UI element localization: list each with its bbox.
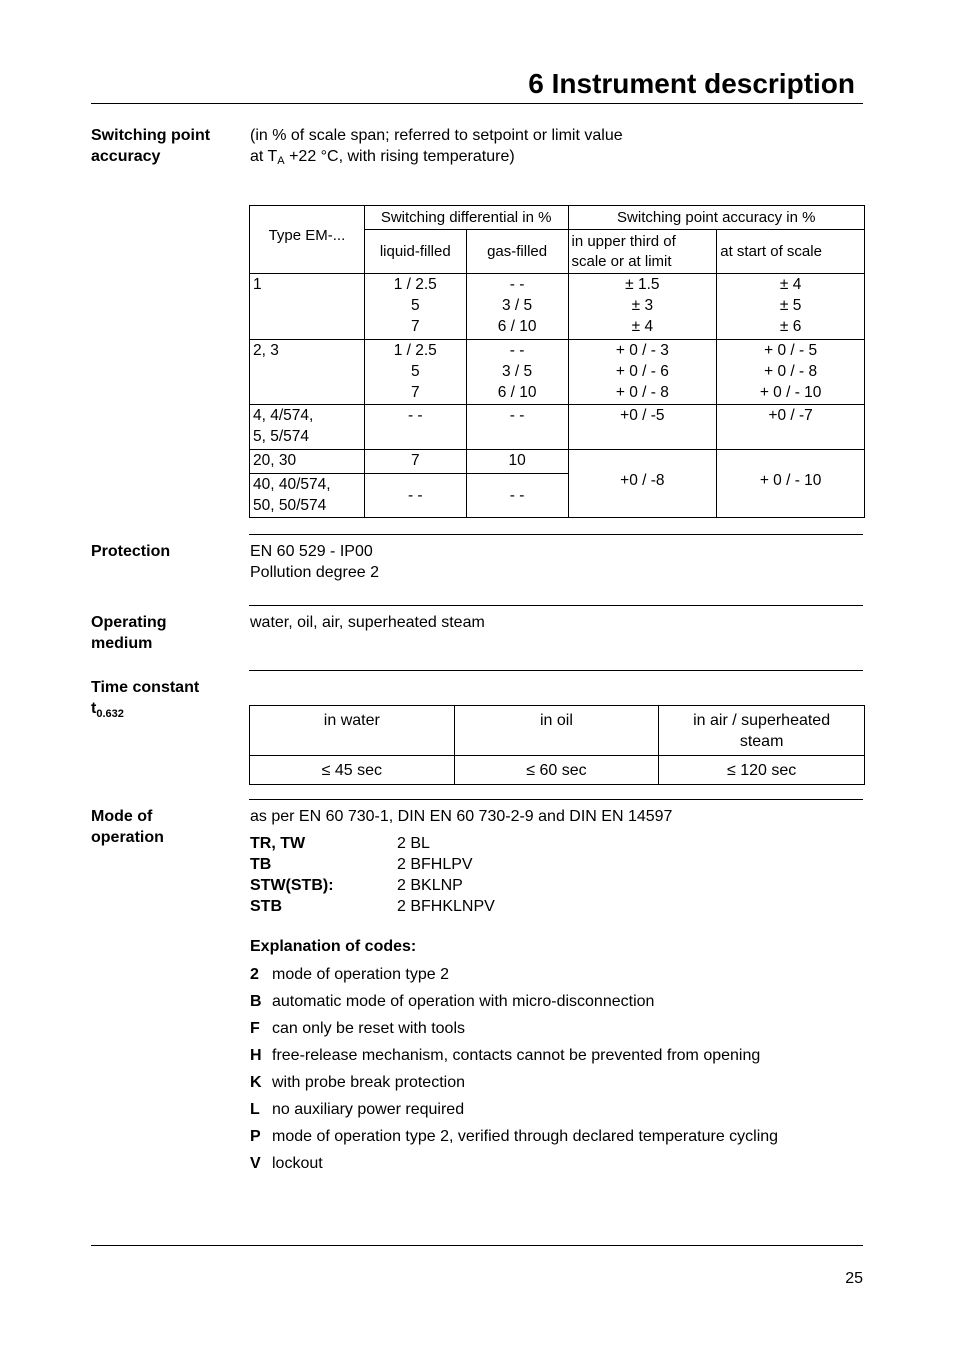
- header-liquid-filled: liquid-filled: [364, 230, 466, 274]
- explanation-item: F can only be reset with tools: [250, 1020, 465, 1037]
- header-switching-accuracy: Switching point accuracy in %: [568, 206, 865, 230]
- value-in-air: ≤ 120 sec: [659, 756, 865, 785]
- table-row: [250, 405, 865, 450]
- cell-upper-merged: +0 / -8: [568, 450, 717, 518]
- code-row: TR, TW 2 BL: [250, 835, 430, 852]
- cell-gas: - - 3 / 5 6 / 10: [466, 274, 568, 340]
- cell-start: ± 4 ± 5 ± 6: [717, 274, 865, 340]
- label-line: accuracy: [91, 148, 161, 165]
- value-in-oil: ≤ 60 sec: [454, 756, 659, 785]
- time-constant-label: Time constant $t_{0.632}$: [91, 679, 200, 720]
- code-row: STB 2 BFHKLNPV: [250, 898, 495, 915]
- protection-line: Pollution degree 2: [250, 564, 379, 581]
- mode-of-operation-label: Mode of operation: [91, 808, 164, 846]
- cell-upper: ± 1.5 ± 3 ± 4: [568, 274, 717, 340]
- header-in-water: in water: [250, 706, 455, 756]
- table-row: [250, 274, 865, 340]
- protection-values: [250, 541, 379, 583]
- cell-gas: - -: [466, 474, 568, 518]
- protection-line: EN 60 529 - IP00: [250, 543, 373, 560]
- section-rule: [249, 670, 863, 671]
- cell-type: 40, 40/574, 50, 50/574: [250, 474, 365, 518]
- cell-start-merged: + 0 / - 10: [717, 450, 865, 518]
- intro-line: at $T_A +22$ °C, with rising temperature): [250, 148, 515, 167]
- explanation-item: B automatic mode of operation with micro-disconnection: [250, 993, 655, 1010]
- explanation-item: H free-release mechanism, contacts cannot be prevented from opening: [250, 1047, 761, 1064]
- cell-upper: + 0 / - 3 + 0 / - 6 + 0 / - 8: [568, 340, 717, 405]
- header-in-oil: in oil: [454, 706, 659, 756]
- cell-liquid: - -: [364, 474, 466, 518]
- operating-medium-label: Operating medium: [91, 614, 167, 652]
- mode-of-operation-standard: as per EN 60 730-1, DIN EN 60 730-2-9 and DIN EN 14597: [250, 808, 673, 825]
- table-row: [250, 450, 865, 474]
- header-upper-third: in upper third of scale or at limit: [568, 230, 717, 274]
- cell-liquid: 7: [364, 450, 466, 474]
- switching-point-accuracy-intro: [250, 125, 623, 172]
- cell-gas: 10: [466, 450, 568, 474]
- header-rule: [91, 103, 863, 104]
- operating-medium-value: water, oil, air, superheated steam: [250, 614, 485, 631]
- time-constant-table: [249, 705, 865, 785]
- label-line: Switching point: [91, 127, 211, 144]
- cell-liquid: - -: [364, 405, 466, 450]
- header-in-air: in air / superheated steam: [659, 706, 865, 756]
- code-row: TB 2 BFHLPV: [250, 856, 473, 873]
- header-switching-differential: Switching differential in %: [364, 206, 568, 230]
- footer-rule: [91, 1245, 863, 1246]
- chapter-title: 6 Instrument description: [528, 68, 855, 99]
- table-row: [250, 340, 865, 405]
- cell-start: + 0 / - 5 + 0 / - 8 + 0 / - 10: [717, 340, 865, 405]
- explanation-item: P mode of operation type 2, verified through declared temperature cycling: [250, 1128, 779, 1145]
- cell-type: 1: [250, 274, 365, 340]
- value-in-water: ≤ 45 sec: [250, 756, 455, 785]
- cell-upper: +0 / -5: [568, 405, 717, 450]
- switching-accuracy-table: [249, 205, 865, 518]
- switching-point-accuracy-label: [91, 125, 241, 167]
- section-rule: [249, 799, 863, 800]
- section-rule: [249, 605, 863, 606]
- explanation-item: V lockout: [250, 1155, 323, 1172]
- explanation-heading: Explanation of codes:: [250, 938, 417, 955]
- page-number: 25: [845, 1270, 863, 1287]
- explanation-item: L no auxiliary power required: [250, 1101, 465, 1118]
- cell-gas: - -: [466, 405, 568, 450]
- cell-type: 2, 3: [250, 340, 365, 405]
- header-gas-filled: gas-filled: [466, 230, 568, 274]
- header-type: Type EM-...: [250, 206, 365, 274]
- cell-liquid: 1 / 2.5 5 7: [364, 340, 466, 405]
- cell-gas: - - 3 / 5 6 / 10: [466, 340, 568, 405]
- explanation-item: K with probe break protection: [250, 1074, 465, 1091]
- cell-type: 20, 30: [250, 450, 365, 474]
- protection-label: Protection: [91, 543, 171, 560]
- cell-start: +0 / -7: [717, 405, 865, 450]
- explanation-item: 2 mode of operation type 2: [250, 966, 450, 983]
- mode-codes: [250, 833, 495, 917]
- section-rule: [249, 534, 863, 535]
- code-row: STW(STB): 2 BKLNP: [250, 877, 463, 894]
- cell-type: 4, 4/574, 5, 5/574: [250, 405, 365, 450]
- explanation-list: [250, 964, 778, 1180]
- header-start-of-scale: at start of scale: [717, 230, 865, 274]
- intro-line: (in % of scale span; referred to setpoint or limit value: [250, 127, 623, 144]
- cell-liquid: 1 / 2.5 5 7: [364, 274, 466, 340]
